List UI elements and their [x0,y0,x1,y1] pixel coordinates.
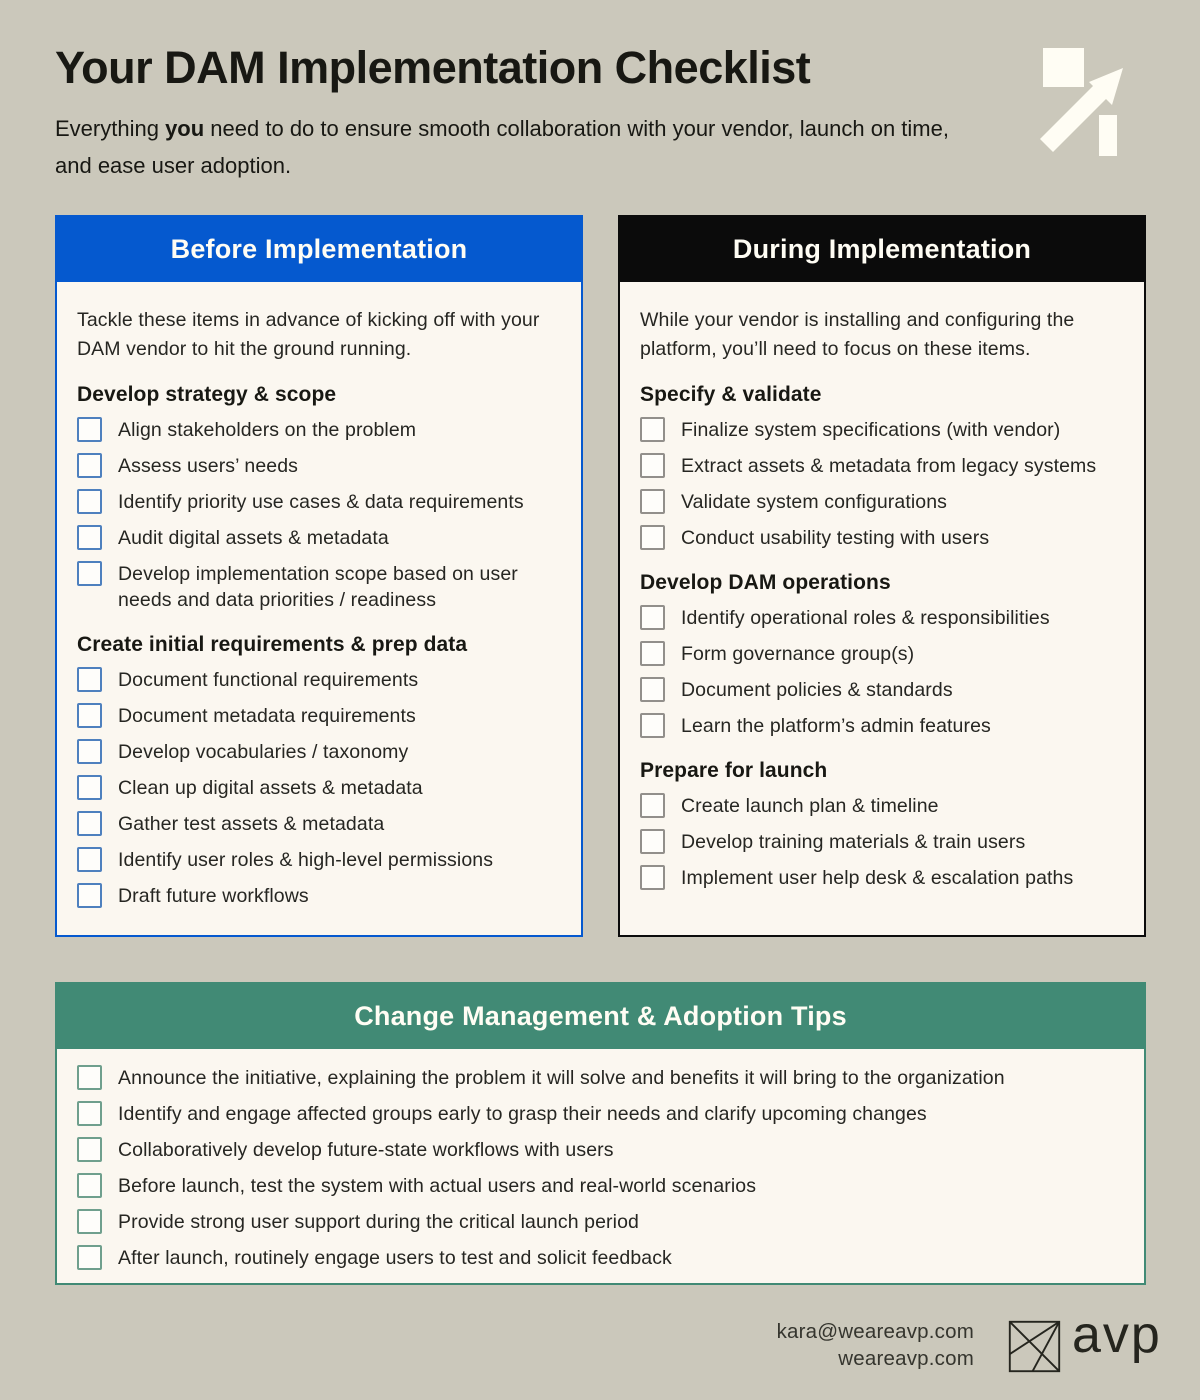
checkbox[interactable] [77,883,102,908]
panel-header-before: Before Implementation [57,217,581,282]
group-heading: Create initial requirements & prep data [77,633,468,656]
page-subtitle [55,110,985,184]
checklist-item [77,811,563,837]
checklist-item-label: Extract assets & metadata from legacy systems [681,455,1097,477]
checklist-item-label: Gather test assets & metadata [118,813,385,835]
panel-change-management-tips [55,982,1146,1285]
checklist-item-label: Implement user help desk & escalation paths [681,867,1074,889]
checklist-item [640,489,1126,515]
checkbox[interactable] [640,713,665,738]
checklist-item-label: Form governance group(s) [681,643,915,665]
panel-intro: Tackle these items in advance of kicking off with your DAM vendor to hit the ground running. [77,309,540,360]
subtitle-bold-text: you [165,116,205,141]
checkbox[interactable] [77,811,102,836]
checklist-item-label: Align stakeholders on the problem [118,419,417,441]
checkbox[interactable] [77,561,102,586]
checklist-item-label: Learn the platform’s admin features [681,715,991,737]
checkbox[interactable] [77,1065,102,1090]
checklist-item [640,525,1126,551]
group-heading: Develop DAM operations [640,571,891,594]
footer-email: kara@weareavp.com [776,1320,974,1343]
checkbox[interactable] [77,703,102,728]
checklist-item [640,829,1126,855]
checklist-item [77,417,563,443]
checkbox[interactable] [640,829,665,854]
checkbox[interactable] [77,1101,102,1126]
group-heading: Develop strategy & scope [77,383,337,406]
checklist-item-label: After launch, routinely engage users to test and solicit feedback [118,1247,672,1269]
checklist-item [640,713,1126,739]
checklist-item-label: Draft future workflows [118,885,309,907]
panel-during-implementation [618,215,1146,937]
checkbox[interactable] [77,525,102,550]
checklist-item [77,1209,1126,1235]
checklist-item [640,605,1126,631]
avp-logo-icon [1006,1318,1063,1375]
checklist-item [77,739,563,765]
arrow-up-right-icon [1015,30,1165,180]
checklist-item [77,775,563,801]
checklist-item-label: Document functional requirements [118,669,419,691]
checkbox[interactable] [640,793,665,818]
checkbox[interactable] [77,667,102,692]
checklist-item [77,1173,1126,1199]
checkbox[interactable] [77,739,102,764]
checklist-item [77,1245,1126,1271]
checklist-item-label: Clean up digital assets & metadata [118,777,423,799]
checklist-item [640,677,1126,703]
avp-logo-text: avp [1072,1306,1162,1364]
page-title: Your DAM Implementation Checklist [55,42,811,93]
checkbox[interactable] [77,847,102,872]
group-heading: Specify & validate [640,383,822,406]
panel-body-before [57,282,581,909]
checkbox[interactable] [77,489,102,514]
checklist-item [77,667,563,693]
checkbox[interactable] [77,1209,102,1234]
panel-before-implementation [55,215,583,937]
checklist-item-label: Identify priority use cases & data requirements [118,491,524,513]
checkbox[interactable] [640,605,665,630]
checklist-item-label: Identify and engage affected groups early to grasp their needs and clarify upcoming changes [118,1103,927,1125]
checklist-item [640,641,1126,667]
checklist-item-label: Develop implementation scope based on user needs and data priorities / readiness [118,563,518,611]
checkbox[interactable] [77,1137,102,1162]
panel-body-during [620,282,1144,891]
group-heading: Prepare for launch [640,759,828,782]
checkbox[interactable] [77,775,102,800]
checklist-item [77,1065,1126,1091]
checklist-item [77,489,563,515]
checkbox[interactable] [77,453,102,478]
checklist-item-label: Announce the initiative, explaining the problem it will solve and benefits it will bring to the organization [118,1067,1005,1089]
checklist-item-label: Collaboratively develop future-state workflows with users [118,1139,614,1161]
checklist-item [640,417,1126,443]
subtitle-text: need to do to ensure smooth collaboration with your vendor, launch on time, and ease user adoption. [55,116,949,178]
checklist-item [640,865,1126,891]
checklist-item [77,1137,1126,1163]
checklist-item-label: Create launch plan & timeline [681,795,939,817]
checklist-item-label: Conduct usability testing with users [681,527,990,549]
checkbox[interactable] [77,1245,102,1270]
footer-contact [640,1318,974,1372]
checklist-item [77,703,563,729]
checklist-item [77,561,563,613]
checklist-item [640,793,1126,819]
checklist-item [77,1101,1126,1127]
checklist-item-label: Develop vocabularies / taxonomy [118,741,409,763]
subtitle-text: Everything [55,116,166,141]
checklist-item [640,453,1126,479]
checklist-item-label: Finalize system specifications (with vendor) [681,419,1061,441]
checklist-item-label: Assess users’ needs [118,455,299,477]
checklist-item [77,525,563,551]
checkbox[interactable] [640,417,665,442]
checkbox[interactable] [640,453,665,478]
panel-intro: While your vendor is installing and configuring the platform, you’ll need to focus on these items. [640,309,1075,360]
checklist-item-label: Develop training materials & train users [681,831,1026,853]
checkbox[interactable] [640,641,665,666]
checklist-item-label: Before launch, test the system with actual users and real-world scenarios [118,1175,757,1197]
checklist-item-label: Audit digital assets & metadata [118,527,389,549]
checklist-item-label: Identify operational roles & responsibilities [681,607,1050,629]
checkbox[interactable] [640,525,665,550]
panel-body-tips [57,1049,1144,1271]
checkbox[interactable] [640,865,665,890]
panel-header-tips: Change Management & Adoption Tips [57,984,1144,1049]
checklist-item-label: Document policies & standards [681,679,953,701]
checkbox[interactable] [77,417,102,442]
panel-header-during: During Implementation [620,217,1144,282]
checkbox[interactable] [640,489,665,514]
checklist-item-label: Provide strong user support during the critical launch period [118,1211,639,1233]
checklist-item-label: Identify user roles & high-level permissions [118,849,494,871]
footer-website: weareavp.com [838,1347,974,1370]
checkbox[interactable] [77,1173,102,1198]
checklist-item [77,453,563,479]
checklist-item [77,847,563,873]
checklist-item-label: Document metadata requirements [118,705,416,727]
checklist-item-label: Validate system configurations [681,491,948,513]
checkbox[interactable] [640,677,665,702]
checklist-item [77,883,563,909]
